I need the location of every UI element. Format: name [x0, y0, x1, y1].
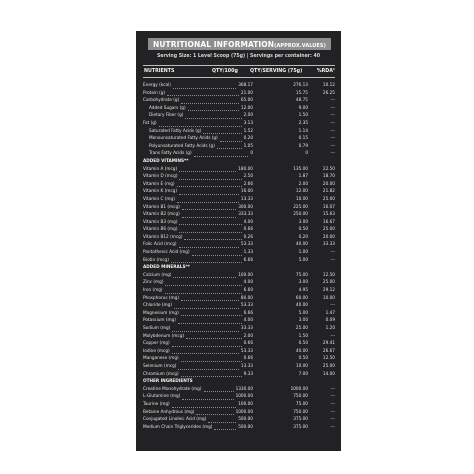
nutrient-name: Vitamin B2 (mcg) [143, 212, 180, 218]
dot-leader [177, 202, 239, 203]
nutrient-name: Creatine Monohydrate (mg) [143, 386, 202, 392]
qty-per-100g: 500.00 [238, 424, 253, 430]
qty-per-100g: 1.52 [243, 128, 253, 134]
table-row [143, 211, 335, 219]
nutrient-name: Trans Fatty Acids (g) [149, 151, 192, 157]
table-row [143, 181, 335, 189]
dot-leader [220, 141, 242, 142]
table-row [143, 241, 335, 249]
table-row [143, 340, 335, 348]
rda-percent: 21.82 [322, 189, 335, 195]
table-row [143, 128, 335, 136]
dot-leader [179, 247, 239, 248]
qty-per-serving: 40.00 [295, 303, 308, 309]
nutrient-name: Chloride (mg) [143, 303, 172, 309]
nutrient-name: Vitamin B3 (mg) [143, 219, 178, 225]
qty-per-serving: 375.00 [293, 417, 308, 423]
rda-percent: --- [330, 401, 335, 407]
qty-per-serving: 2.35 [298, 120, 308, 126]
rda-percent: 25.00 [322, 196, 335, 202]
nutrient-name: Vitamin K (mcg) [143, 189, 177, 195]
qty-per-100g: 6.60 [243, 288, 253, 294]
qty-per-serving: 15.75 [295, 90, 308, 96]
rda-percent: 10.12 [322, 83, 335, 88]
nutrient-name: Selenium (mcg) [143, 363, 177, 369]
dot-leader [194, 156, 248, 157]
qty-per-100g: 2.66 [243, 181, 253, 187]
qty-per-100g: 21.00 [240, 90, 253, 96]
rda-percent: --- [330, 409, 335, 415]
rda-percent: 33.33 [322, 242, 335, 248]
rda-percent: --- [330, 257, 335, 263]
header-qty-100g: QTY/100g [212, 68, 238, 74]
qty-per-serving: 10.00 [295, 196, 308, 202]
qty-per-100g: 368.17 [238, 83, 253, 88]
qty-per-serving: 1.14 [298, 128, 308, 134]
rda-percent: --- [330, 424, 335, 430]
qty-per-serving: 0.20 [298, 234, 308, 240]
dot-leader [171, 262, 242, 263]
qty-per-100g: 180.00 [238, 166, 253, 172]
qty-per-100g: 53.33 [240, 303, 253, 309]
dot-leader [173, 88, 236, 89]
table-row [143, 173, 335, 181]
qty-per-serving: 375.00 [293, 424, 308, 430]
rda-percent: 15.63 [322, 212, 335, 218]
rda-percent: 14.00 [322, 371, 335, 377]
nutrient-name: Manganese (mg) [143, 356, 179, 362]
table-row [143, 287, 335, 295]
qty-per-serving: 250.00 [293, 212, 308, 218]
dot-leader [185, 118, 242, 119]
rda-percent: --- [330, 151, 335, 157]
table-row [143, 196, 335, 204]
dot-leader [159, 126, 242, 127]
nutrient-name: Potassium (mg) [143, 318, 176, 324]
qty-per-serving: 1.87 [298, 174, 308, 180]
rda-percent: 10.00 [322, 295, 335, 301]
qty-per-100g: 1000.00 [235, 409, 253, 415]
rda-percent: --- [330, 105, 335, 111]
nutrient-name: Monounsaturated Fatty Acids (g) [149, 136, 218, 142]
qty-per-serving: 0.50 [298, 227, 308, 233]
nutrient-name: Taurine (mg) [143, 401, 170, 407]
dot-leader [178, 323, 242, 324]
qty-per-100g: 0.26 [243, 234, 253, 240]
qty-per-100g: 0.66 [243, 341, 253, 347]
qty-per-100g: 100.00 [238, 401, 253, 407]
qty-per-100g: 0.66 [243, 227, 253, 233]
dot-leader [178, 369, 239, 370]
qty-per-100g: 4.00 [243, 219, 253, 225]
table-row [143, 135, 335, 143]
dot-leader [181, 315, 242, 316]
qty-per-serving: 1000.00 [290, 386, 308, 392]
qty-per-100g: 9.33 [243, 371, 253, 377]
dot-leader [172, 331, 239, 332]
qty-per-100g: 0.20 [243, 136, 253, 142]
qty-per-100g: 100.00 [238, 272, 253, 278]
rda-percent: 20.00 [322, 181, 335, 187]
table-row [143, 424, 335, 432]
nutrient-rows [143, 82, 335, 431]
qty-per-100g: 1330.00 [235, 386, 253, 392]
qty-per-serving: 12.00 [295, 189, 308, 195]
nutrition-label-panel [136, 31, 341, 451]
qty-per-serving: 5.00 [298, 310, 308, 316]
nutrient-name: Betaine Anhydrous (mg) [143, 409, 195, 415]
dot-leader [203, 133, 242, 134]
qty-per-serving: 9.00 [298, 105, 308, 111]
rda-percent: 29.41 [322, 341, 335, 347]
dot-leader [192, 255, 242, 256]
dot-leader [214, 429, 236, 430]
table-row [143, 348, 335, 356]
table-row [143, 234, 335, 242]
qty-per-serving: 750.00 [293, 409, 308, 415]
qty-per-100g: 53.33 [240, 348, 253, 354]
nutrient-name: Vitamin B6 (mg) [143, 227, 178, 233]
qty-per-serving: 1.00 [298, 250, 308, 256]
qty-per-serving: 75.00 [295, 272, 308, 278]
qty-per-100g: 4.00 [243, 318, 253, 324]
qty-per-serving: 0 [305, 151, 308, 157]
qty-per-serving: 40.00 [295, 242, 308, 248]
qty-per-100g: 6.66 [243, 310, 253, 316]
dot-leader [208, 422, 236, 423]
nutrient-name: Iodine (mcg) [143, 348, 170, 354]
dot-leader [181, 376, 242, 377]
label-title-sub: (APPROX.VALUES) [274, 43, 326, 49]
qty-per-serving: 276.13 [293, 83, 308, 88]
rda-percent: --- [330, 128, 335, 134]
qty-per-serving: 0.50 [298, 341, 308, 347]
table-row [143, 105, 335, 113]
dot-leader [172, 353, 239, 354]
qty-per-100g: 2.00 [243, 113, 253, 119]
rda-percent: --- [330, 394, 335, 400]
dot-leader [172, 346, 242, 347]
dot-leader [174, 308, 239, 309]
nutrient-name: Biotin (mcg) [143, 257, 169, 263]
dot-leader [181, 103, 239, 104]
table-row [143, 355, 335, 363]
nutrient-name: Protein (g) [143, 90, 166, 96]
rda-percent: 25.00 [322, 363, 335, 369]
rda-percent: --- [330, 333, 335, 339]
qty-per-100g: 1.33 [243, 250, 253, 256]
qty-per-100g: 53.33 [240, 242, 253, 248]
table-row [143, 97, 335, 105]
dot-leader [182, 399, 234, 400]
table-row [143, 188, 335, 196]
rda-percent: --- [330, 98, 335, 104]
rda-percent: 22.50 [322, 166, 335, 172]
nutrient-name: Fat (g) [143, 120, 157, 126]
qty-per-100g: 13.33 [240, 363, 253, 369]
dot-leader [188, 110, 239, 111]
dot-leader [165, 285, 242, 286]
nutrient-name: Carbohydrate (g) [143, 98, 180, 104]
qty-per-serving: 3.00 [298, 219, 308, 225]
dot-leader [182, 209, 236, 210]
qty-per-100g: 333.33 [238, 212, 253, 218]
qty-per-100g: 1000.00 [235, 394, 253, 400]
nutrient-name: Added Sugars (g) [149, 105, 186, 111]
nutrient-name: Medium Chain Triglycerides (mg) [143, 424, 213, 430]
table-row [143, 272, 335, 280]
rda-percent: 12.50 [322, 356, 335, 362]
table-row [143, 401, 335, 409]
qty-per-serving: 10.00 [295, 363, 308, 369]
dot-leader [179, 171, 236, 172]
qty-per-serving: 3.00 [298, 318, 308, 324]
dot-leader [217, 148, 242, 149]
table-row [143, 90, 335, 98]
rda-percent: 25.00 [322, 227, 335, 233]
dot-leader [182, 217, 236, 218]
rda-percent: 0.09 [325, 318, 335, 324]
section-heading: OTHER INGREDIENTS [143, 379, 193, 385]
serving-size-line: Serving Size: 1 Level Scoop (75g) | Servings per container: 40 [156, 53, 321, 59]
table-row [143, 302, 335, 310]
table-row [143, 120, 335, 128]
qty-per-100g: 1.05 [243, 143, 253, 149]
table-row [143, 310, 335, 318]
dot-leader [179, 194, 239, 195]
table-row [143, 82, 335, 90]
rda-percent: 26.25 [322, 90, 335, 96]
table-row [143, 166, 335, 174]
nutrient-name: Magnesium (mg) [143, 310, 179, 316]
rda-percent: 26.67 [322, 348, 335, 354]
rda-percent: --- [330, 120, 335, 126]
table-row [143, 317, 335, 325]
rda-percent: 16.67 [322, 219, 335, 225]
qty-per-serving: 25.00 [295, 326, 308, 331]
qty-per-serving: 3.00 [298, 280, 308, 286]
qty-per-serving: 1.50 [298, 113, 308, 119]
qty-per-100g: 4.00 [243, 280, 253, 286]
qty-per-serving: 48.75 [295, 98, 308, 104]
nutrient-name: Vitamin D (mcg) [143, 174, 178, 180]
dot-leader [196, 414, 234, 415]
rda-percent: --- [330, 417, 335, 423]
qty-per-100g: 2.50 [243, 174, 253, 180]
nutrient-name: Phosphorus (mg) [143, 295, 179, 301]
section-heading: ADDED MINERALS** [143, 265, 190, 271]
nutrient-name: Zinc (mg) [143, 280, 164, 286]
qty-per-serving: 5.00 [298, 257, 308, 263]
dot-leader [179, 179, 242, 180]
table-row [143, 409, 335, 417]
qty-per-100g: 65.00 [240, 98, 253, 104]
rda-percent: 16.07 [322, 204, 335, 210]
nutrient-name: Vitamin B12 (mcg) [143, 234, 183, 240]
rda-percent: --- [330, 386, 335, 392]
qty-per-serving: 2.00 [298, 181, 308, 187]
qty-per-100g: 300.00 [238, 204, 253, 210]
table-row [143, 257, 335, 265]
nutrient-name: Vitamin E (mg) [143, 181, 175, 187]
dot-leader [177, 186, 242, 187]
qty-per-serving: 750.00 [293, 394, 308, 400]
table-row [143, 363, 335, 371]
table-row [143, 226, 335, 234]
nutrient-name: Chromium (mcg) [143, 371, 179, 377]
qty-per-serving: 7.00 [298, 371, 308, 377]
rda-percent: --- [330, 143, 335, 149]
rda-percent: --- [330, 303, 335, 309]
nutrient-name: Vitamin C (mg) [143, 196, 175, 202]
dot-leader [173, 277, 236, 278]
qty-per-serving: 4.95 [298, 288, 308, 294]
label-title [148, 38, 331, 50]
table-row [143, 150, 335, 158]
table-row [143, 386, 335, 394]
qty-per-serving: 75.00 [295, 401, 308, 407]
qty-per-serving: 1.50 [298, 333, 308, 339]
rda-percent: --- [330, 136, 335, 142]
table-row [143, 393, 335, 401]
table-row [143, 249, 335, 257]
table-row [143, 333, 335, 341]
nutrient-name: L-Glutamine (mg) [143, 394, 181, 400]
qty-per-100g: 13.33 [240, 196, 253, 202]
nutrient-name: Copper (mg) [143, 341, 170, 347]
qty-per-100g: 500.00 [238, 417, 253, 423]
qty-per-100g: 80.00 [240, 295, 253, 301]
qty-per-serving: 40.00 [295, 348, 308, 354]
header-rda: %RDA¹ [316, 68, 335, 74]
nutrient-name: Polyunsaturated Fatty Acids (g) [149, 143, 215, 149]
table-row [143, 143, 335, 151]
qty-per-100g: 0.66 [243, 356, 253, 362]
rda-percent: --- [330, 113, 335, 119]
nutrient-name: Vitamin B1 (mcg) [143, 204, 180, 210]
dot-leader [181, 300, 239, 301]
rda-percent: 1.47 [325, 310, 335, 316]
qty-per-serving: 0.79 [298, 143, 308, 149]
nutrient-name: Molybdenum (mcg) [143, 333, 185, 339]
nutrient-name: Sodium (mg) [143, 326, 171, 331]
nutrient-name: Pantothenic Acid (mg) [143, 250, 190, 256]
table-header [143, 65, 335, 78]
dot-leader [181, 361, 242, 362]
nutrient-name: Dietary Fiber (g) [149, 113, 184, 119]
header-nutrients: NUTRIENTS [144, 68, 175, 74]
qty-per-100g: 16.00 [240, 189, 253, 195]
dot-leader [167, 95, 239, 96]
qty-per-100g: 6.66 [243, 257, 253, 263]
qty-per-serving: 0.50 [298, 356, 308, 362]
table-row [143, 416, 335, 424]
rda-percent: --- [330, 250, 335, 256]
qty-per-100g: 3.13 [243, 120, 253, 126]
dot-leader [184, 239, 242, 240]
qty-per-100g: 0 [250, 151, 253, 157]
rda-percent: 29.12 [322, 288, 335, 294]
qty-per-serving: 0.15 [298, 136, 308, 142]
rda-percent: 18.70 [322, 174, 335, 180]
qty-per-100g: 33.33 [240, 326, 253, 331]
qty-per-100g: 2.00 [243, 333, 253, 339]
qty-per-serving: 225.00 [293, 204, 308, 210]
nutrient-name: Calcium (mg) [143, 272, 172, 278]
dot-leader [186, 338, 242, 339]
header-qty-serving: QTY/SERVING (75g) [250, 68, 303, 74]
rda-percent: 20.00 [322, 234, 335, 240]
dot-leader [165, 293, 242, 294]
dot-leader [179, 232, 242, 233]
qty-per-100g: 12.00 [240, 105, 253, 111]
nutrient-name: Iron (mg) [143, 288, 163, 294]
qty-per-serving: 135.00 [293, 166, 308, 172]
nutrient-name: Saturated Fatty Acids (g) [149, 128, 202, 134]
table-row [143, 204, 335, 212]
nutrient-name: Energy (kcal) [143, 83, 171, 88]
label-title-main: NUTRITIONAL INFORMATION [153, 39, 275, 49]
table-row [143, 371, 335, 379]
rda-percent: 1.20 [325, 326, 335, 331]
table-row [143, 112, 335, 120]
dot-leader [204, 391, 234, 392]
rda-percent: 12.50 [322, 272, 335, 278]
table-row [143, 295, 335, 303]
rda-percent: 25.00 [322, 280, 335, 286]
dot-leader [172, 407, 236, 408]
table-row [143, 325, 335, 333]
nutrient-name: Vitamin A (mcg) [143, 166, 178, 172]
table-row [143, 219, 335, 227]
nutrient-name: Conjugated Linoleic Acid (mg) [143, 417, 207, 423]
dot-leader [179, 224, 242, 225]
qty-per-serving: 60.00 [295, 295, 308, 301]
section-heading: ADDED VITAMINS** [143, 158, 189, 164]
table-row [143, 279, 335, 287]
nutrient-name: Folic Acid (mcg) [143, 242, 177, 248]
